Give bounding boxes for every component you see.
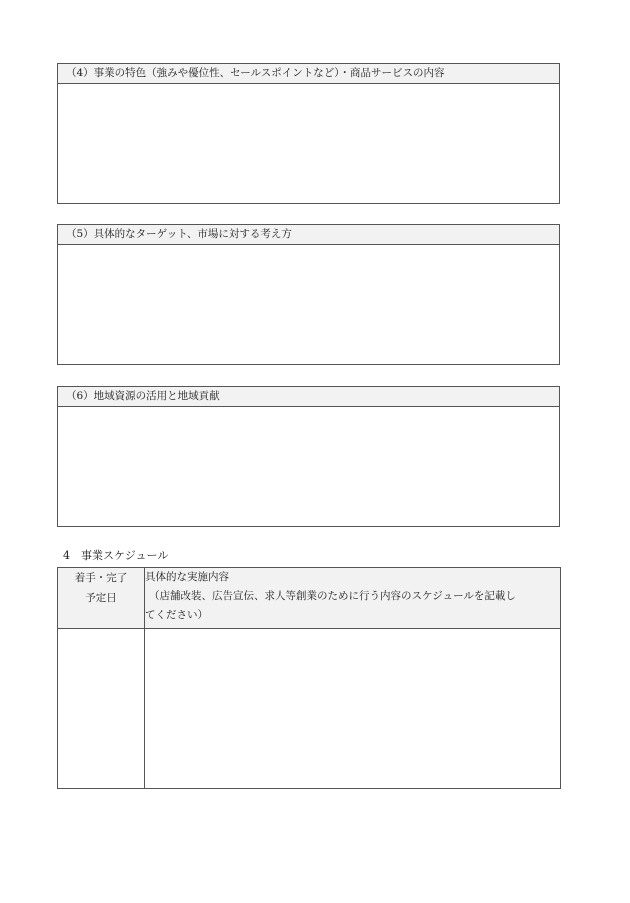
detail-header-note-line-2: てください） <box>145 609 208 621</box>
date-column-header <box>58 568 145 629</box>
date-input-cell[interactable] <box>58 629 145 789</box>
section-5-header: （5）具体的なターゲット、市場に対する考え方 <box>58 225 559 245</box>
date-header-line-2: 予定日 <box>85 592 117 604</box>
date-header-line-1: 着手・完了 <box>74 572 128 584</box>
schedule-body-row <box>58 629 561 789</box>
detail-header-note-line-1: （店舗改装、広告宣伝、求人等創業のために行う内容のスケジュールを記載し <box>149 590 516 602</box>
section-6-text-area[interactable] <box>58 407 559 526</box>
section-4-header: （4）事業の特色（強みや優位性、セールスポイントなど）・商品サービスの内容 <box>58 64 559 84</box>
schedule-header-row <box>58 568 561 629</box>
section-4-text-area[interactable] <box>58 84 559 203</box>
detail-header-title: 具体的な実施内容 <box>145 571 229 583</box>
section-5-box <box>57 224 560 365</box>
detail-input-cell[interactable] <box>145 629 561 789</box>
section-4-box <box>57 63 560 204</box>
schedule-table <box>57 567 561 789</box>
section-6-box <box>57 386 560 527</box>
section-5-text-area[interactable] <box>58 245 559 364</box>
section-6-header: （6）地域資源の活用と地域貢献 <box>58 387 559 407</box>
detail-column-header <box>145 568 561 629</box>
schedule-section-title: 4 事業スケジュール <box>63 549 169 562</box>
